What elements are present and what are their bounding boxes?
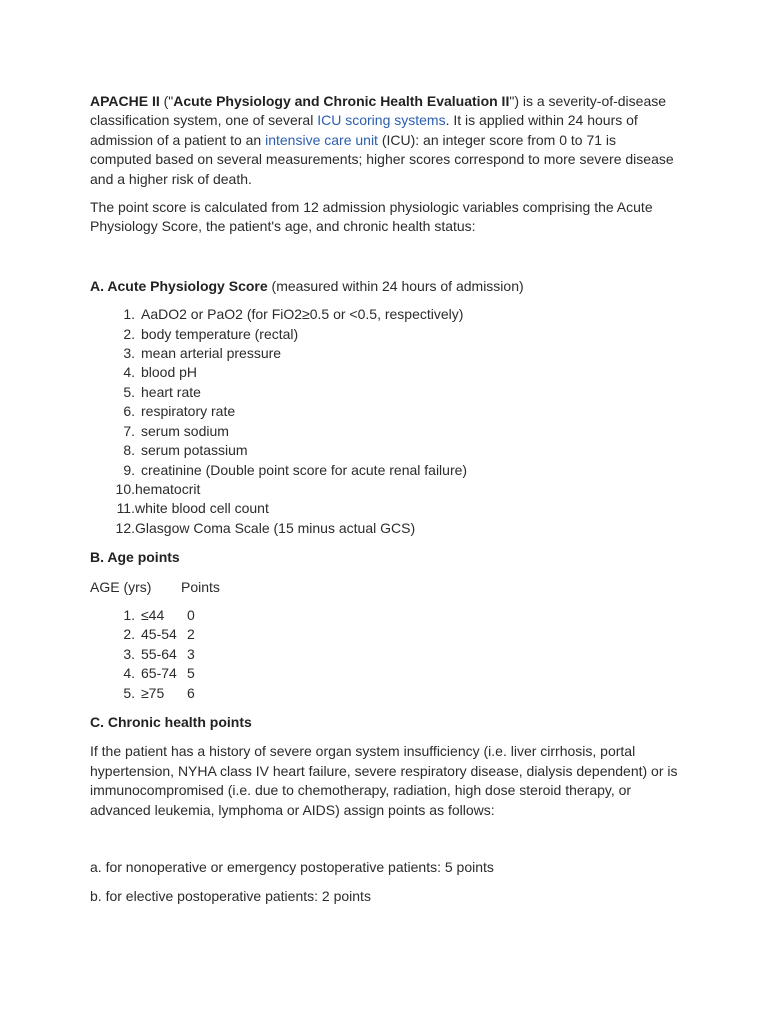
section-a-heading-line [90,277,680,296]
option-b-text: b. for elective postoperative patients: 2 points [90,888,371,905]
list-number: 7. [123,422,135,439]
table-row [90,664,680,683]
list-item [90,499,680,518]
table-row [90,684,680,703]
list-item-text: hematocrit [135,480,201,497]
document-page [90,92,680,907]
list-number: 8. [123,442,135,459]
list-number: 3. [123,345,135,362]
list-item [90,325,680,344]
section-a-note: (measured within 24 hours of admission) [267,277,524,294]
list-number: 2. [123,626,135,643]
list-number: 4. [123,364,135,381]
section-b-heading-line [90,548,680,567]
list-item [90,363,680,382]
list-item-text: mean arterial pressure [141,345,282,362]
list-number: 3. [123,645,135,662]
intro-text-2: ") is a severity-of-disease classification system, one of several [90,93,667,129]
age-points: 0 [187,606,195,623]
age-range: 55-64 [141,645,177,662]
list-item [90,461,680,480]
icu-scoring-systems-link[interactable]: ICU scoring systems [317,112,446,129]
list-item [90,402,680,421]
age-range: 45-54 [141,626,177,643]
intro-text-3: . It is applied within 24 hours of admission of a patient to an [90,112,638,148]
list-number: 9. [123,461,135,478]
list-item-text: white blood cell count [135,500,269,517]
list-item-text: AaDO2 or PaO2 (for FiO2≥0.5 or <0.5, respectively) [141,306,464,323]
age-points: 5 [187,665,195,682]
list-item-text: creatinine (Double point score for acute renal failure) [141,461,468,478]
intro-paragraph [90,92,680,189]
list-item-text: respiratory rate [141,403,236,420]
list-item [90,344,680,363]
age-points: 2 [187,626,195,643]
points-column-header: Points [181,578,220,595]
list-item [90,519,680,538]
age-table-header [90,578,680,597]
table-row [90,625,680,644]
list-number: 1. [123,606,135,623]
chronic-health-paragraph: If the patient has a history of severe organ system insufficiency (i.e. liver cirrhosis, portal hypertension, NYHA class IV heart failure, severe respiratory disease, dialysis dependent) or is immunocompromised (i.e. due to chemotherapy, radiation, high dose steroid therapy, or advanced leukemia, lymphoma or AIDS) assign points as follows: [90,743,678,818]
table-row [90,645,680,664]
list-item-text: heart rate [141,383,201,400]
list-number: 11. [116,500,135,517]
list-item-text: serum potassium [141,442,248,459]
list-item-text: serum sodium [141,422,229,439]
apache-title: APACHE II [90,93,160,109]
list-item-text: blood pH [141,364,198,381]
list-item-text: Glasgow Coma Scale (15 minus actual GCS) [135,519,416,536]
list-item [90,422,680,441]
intensive-care-unit-link[interactable]: intensive care unit [265,131,378,148]
list-item-text: body temperature (rectal) [141,325,299,342]
list-number: 5. [123,383,135,400]
intro-text-4: (ICU): an integer score from 0 to 71 is computed based on several measurements; higher scores correspond to more severe disease and a higher risk of death. [90,131,674,187]
list-number: 10. [115,480,135,497]
list-number: 1. [123,306,135,323]
apache-full-name: Acute Physiology and Chronic Health Evaluation II [173,93,510,109]
section-c-heading: C. Chronic health points [90,713,252,730]
list-number: 6. [123,403,135,420]
age-range: ≤44 [141,606,165,623]
intro-text-1: (" [159,93,174,109]
section-b-heading: B. Age points [90,549,180,566]
table-row [90,606,680,625]
list-item [90,383,680,402]
list-item [90,480,680,499]
age-points-list [90,606,680,703]
option-a-text: a. for nonoperative or emergency postoperative patients: 5 points [90,859,494,875]
acute-physiology-list [90,305,680,538]
list-item [90,441,680,460]
list-item [90,305,680,324]
age-range: ≥75 [141,684,165,701]
section-c-heading-line [90,713,680,732]
intro-paragraph-2: The point score is calculated from 12 admission physiologic variables comprising the Acute Physiology Score, the patient's age, and chronic health status: [90,199,653,235]
list-number: 12. [115,519,135,536]
age-column-header: AGE (yrs) [90,578,152,595]
section-a-heading: A. Acute Physiology Score [90,277,268,294]
list-number: 4. [123,665,135,682]
age-range: 65-74 [141,665,177,682]
list-number: 5. [123,684,135,701]
age-points: 6 [187,684,195,701]
list-number: 2. [123,325,135,342]
age-points: 3 [187,645,195,662]
